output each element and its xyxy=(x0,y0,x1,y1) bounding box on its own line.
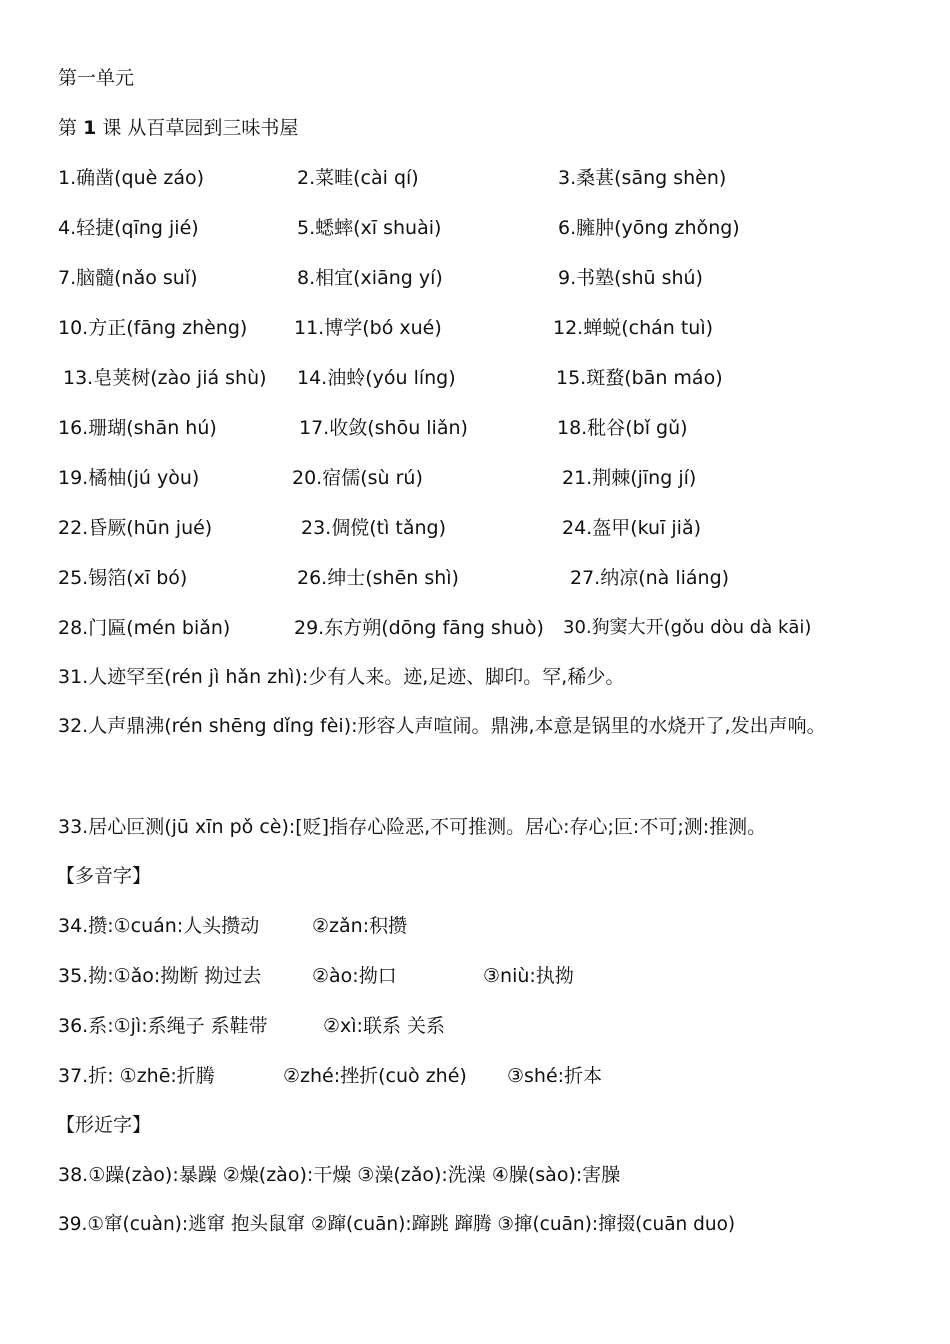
polyphone-row xyxy=(0,913,950,939)
vocab-item: 23.倜傥(tì tǎng) xyxy=(301,517,447,539)
vocab-row xyxy=(0,315,950,341)
polyphone-reading: ②xì:联系 关系 xyxy=(323,1015,445,1037)
vocab-row xyxy=(0,565,950,591)
polyphone-header: 【多音字】 xyxy=(56,865,152,887)
vocab-item: 2.菜畦(cài qí) xyxy=(297,167,419,189)
lesson-number: 1 xyxy=(83,117,97,139)
vocab-item: 10.方正(fāng zhèng) xyxy=(58,317,248,339)
vocab-item: 11.博学(bó xué) xyxy=(294,317,442,339)
vocab-item: 20.宿儒(sù rú) xyxy=(292,467,423,489)
vocab-row xyxy=(0,615,950,641)
vocab-item: 28.门匾(mén biǎn) xyxy=(58,617,231,639)
vocab-item: 19.橘柚(jú yòu) xyxy=(58,467,200,489)
polyphone-reading: ②zhé:挫折(cuò zhé) xyxy=(283,1065,467,1087)
vocab-item: 4.轻捷(qīng jié) xyxy=(58,217,199,239)
idiom-entry: 32.人声鼎沸(rén shēng dǐng fèi):形容人声喧闹。鼎沸,本意是锅里的水烧开了,发出声响。 xyxy=(58,715,826,737)
vocab-row xyxy=(0,465,950,491)
vocab-item: 30.狗窦大开(gǒu dòu dà kāi) xyxy=(563,617,812,638)
similar-chars-entry: 39.①窜(cuàn):逃窜 抱头鼠窜 ②蹿(cuān):蹿跳 蹿腾 ③撺(cuān):撺掇(cuān duo) xyxy=(58,1214,736,1235)
vocab-row xyxy=(0,515,950,541)
polyphone-reading: ②ào:拗口 xyxy=(312,965,397,987)
vocab-item: 16.珊瑚(shān hú) xyxy=(58,417,217,439)
vocab-item: 22.昏厥(hūn jué) xyxy=(58,517,213,539)
vocab-row xyxy=(0,415,950,441)
vocab-item: 29.东方朔(dōng fāng shuò) xyxy=(294,617,544,639)
polyphone-row xyxy=(0,1063,950,1089)
polyphone-row xyxy=(0,1013,950,1039)
polyphone-reading: ②zǎn:积攒 xyxy=(312,915,408,937)
unit-title: 第一单元 xyxy=(58,67,135,89)
vocab-item: 5.蟋蟀(xī shuài) xyxy=(297,217,442,239)
vocab-item: 3.桑葚(sāng shèn) xyxy=(558,167,727,189)
vocab-item: 8.相宜(xiāng yí) xyxy=(297,267,443,289)
similar-chars-header: 【形近字】 xyxy=(56,1114,152,1136)
vocab-item: 25.锡箔(xī bó) xyxy=(58,567,188,589)
vocab-item: 14.油蛉(yóu líng) xyxy=(297,367,456,389)
vocab-item: 7.脑髓(nǎo suǐ) xyxy=(58,267,198,289)
polyphone-reading: ③niù:执拗 xyxy=(483,965,574,987)
vocab-row xyxy=(0,265,950,291)
vocab-item: 26.绅士(shēn shì) xyxy=(297,567,459,589)
vocab-item: 27.纳凉(nà liáng) xyxy=(570,567,730,589)
lesson-prefix: 第 xyxy=(58,117,78,139)
vocab-item: 18.秕谷(bǐ gǔ) xyxy=(557,417,688,439)
vocab-item: 12.蝉蜕(chán tuì) xyxy=(553,317,714,339)
vocab-item: 13.皂荚树(zào jiá shù) xyxy=(63,367,267,389)
idiom-entry: 33.居心叵测(jū xīn pǒ cè):[贬]指存心险恶,不可推测。居心:存心;叵:不可;测:推测。 xyxy=(58,816,767,838)
idiom-entry: 31.人迹罕至(rén jì hǎn zhì):少有人来。迹,足迹、脚印。罕,稀少。 xyxy=(58,666,625,688)
vocab-item: 1.确凿(què záo) xyxy=(58,167,205,189)
lesson-name: 课 从百草园到三味书屋 xyxy=(102,117,299,139)
vocab-row xyxy=(0,165,950,191)
vocab-item: 6.臃肿(yōng zhǒng) xyxy=(558,217,740,239)
vocab-row xyxy=(0,365,950,391)
vocab-item: 9.书塾(shū shú) xyxy=(558,267,703,289)
polyphone-reading: 37.折: ①zhē:折腾 xyxy=(58,1065,215,1087)
vocab-row xyxy=(0,215,950,241)
similar-chars-entry: 38.①躁(zào):暴躁 ②燥(zào):干燥 ③澡(zǎo):洗澡 ④臊(sào):害臊 xyxy=(58,1164,621,1186)
vocab-item: 15.斑蝥(bān máo) xyxy=(556,367,723,389)
polyphone-reading: 36.系:①jì:系绳子 系鞋带 xyxy=(58,1015,268,1037)
polyphone-reading: ③shé:折本 xyxy=(507,1065,603,1087)
polyphone-reading: 35.拗:①ǎo:拗断 拗过去 xyxy=(58,965,262,987)
polyphone-reading: 34.攒:①cuán:人头攒动 xyxy=(58,915,260,937)
vocab-item: 21.荆棘(jīng jí) xyxy=(562,467,697,489)
polyphone-row xyxy=(0,963,950,989)
vocab-item: 17.收敛(shōu liǎn) xyxy=(299,417,468,439)
vocab-item: 24.盔甲(kuī jiǎ) xyxy=(562,517,702,539)
lesson-title xyxy=(58,115,910,141)
